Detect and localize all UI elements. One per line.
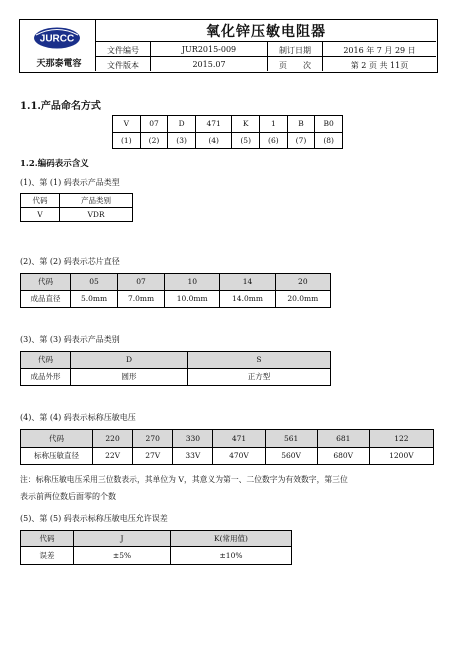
table-header-cell: 14 xyxy=(220,274,275,291)
naming-position: (6) xyxy=(260,133,288,149)
table-1-caption: (1)、第 (1) 码表示产品类型 xyxy=(20,178,120,187)
company-logo xyxy=(32,26,82,50)
header-grid-line xyxy=(96,41,436,42)
table-header-cell: 10 xyxy=(165,274,220,291)
doc-number-label: 文件编号 xyxy=(107,46,139,55)
table-cell: VDR xyxy=(60,208,133,222)
chip-diameter-table xyxy=(20,273,331,308)
section-1-2-title: 1.2.编码表示含义 xyxy=(20,159,89,169)
product-type-table xyxy=(20,193,133,222)
naming-position: (5) xyxy=(232,133,260,149)
version-value: 2015.07 xyxy=(192,60,226,69)
table-cell: 560V xyxy=(265,448,317,465)
table-header-cell: 07 xyxy=(118,274,165,291)
naming-code: 1 xyxy=(260,116,288,133)
table-header-cell: 代码 xyxy=(21,274,71,291)
table-header-cell: S xyxy=(188,352,331,369)
voltage-note-line-1: 注：标称压敏电压采用三位数表示，其单位为 V，其意义为第一、二位数字为有效数字，第三位 xyxy=(20,475,348,484)
naming-position: (4) xyxy=(195,133,231,149)
table-2-caption: (2)、第 (2) 码表示芯片直径 xyxy=(20,257,120,266)
table-3-caption: (3)、第 (3) 码表示产品类别 xyxy=(20,335,120,344)
voltage-table xyxy=(20,429,434,465)
table-cell: 14.0mm xyxy=(220,291,275,308)
table-header-cell: 代码 xyxy=(21,194,60,208)
table-header-cell: 代码 xyxy=(21,531,74,547)
table-header-cell: K(常用值) xyxy=(171,531,292,547)
version-label: 文件版本 xyxy=(107,61,139,70)
naming-position: (1) xyxy=(113,133,141,149)
table-header-cell: 681 xyxy=(317,430,369,448)
table-cell: 680V xyxy=(317,448,369,465)
table-header-cell: 20 xyxy=(275,274,330,291)
table-5-caption: (5)、第 (5) 码表示标称压敏电压允许误差 xyxy=(20,514,168,523)
table-cell: 圆形 xyxy=(71,369,188,386)
company-name: 天那泰電容 xyxy=(36,59,82,69)
company-logo-text: JURCC xyxy=(39,33,75,45)
table-cell: 标称压敏直径 xyxy=(21,448,93,465)
table-header-cell: 330 xyxy=(173,430,213,448)
table-cell: 470V xyxy=(213,448,265,465)
section-1-1-title: 1.1.产品命名方式 xyxy=(20,101,101,112)
table-cell: 7.0mm xyxy=(118,291,165,308)
table-4-caption: (4)、第 (4) 码表示标称压敏电压 xyxy=(20,413,136,422)
document-title: 氧化锌压敏电阻器 xyxy=(206,24,326,40)
table-header-cell: J xyxy=(74,531,171,547)
product-shape-table xyxy=(20,351,331,386)
table-header-cell: 220 xyxy=(93,430,133,448)
naming-code: K xyxy=(232,116,260,133)
date-label: 制订日期 xyxy=(279,46,311,55)
naming-position: (3) xyxy=(168,133,196,149)
naming-code: D xyxy=(168,116,196,133)
naming-code: B xyxy=(287,116,315,133)
table-header-cell: 270 xyxy=(133,430,173,448)
table-cell: 10.0mm xyxy=(165,291,220,308)
table-header-cell: 05 xyxy=(71,274,118,291)
table-header-cell: 471 xyxy=(213,430,265,448)
table-header-cell: 代码 xyxy=(21,430,93,448)
naming-position: (7) xyxy=(287,133,315,149)
table-header-cell: 561 xyxy=(265,430,317,448)
table-cell: V xyxy=(21,208,60,222)
voltage-note-line-2: 表示前两位数后面零的个数 xyxy=(20,492,116,501)
table-cell: 20.0mm xyxy=(275,291,330,308)
naming-code: 471 xyxy=(195,116,231,133)
naming-table xyxy=(112,115,343,149)
table-cell: 成品直径 xyxy=(21,291,71,308)
doc-number-value: JUR2015-009 xyxy=(181,45,237,54)
table-header-cell: 产品类别 xyxy=(60,194,133,208)
table-header-cell: 122 xyxy=(369,430,433,448)
table-header-cell: D xyxy=(71,352,188,369)
naming-code: B0 xyxy=(315,116,343,133)
table-cell: 5.0mm xyxy=(71,291,118,308)
page-value: 第 2 页 共 11页 xyxy=(350,61,409,70)
table-cell: 误差 xyxy=(21,547,74,565)
page-label: 页 次 xyxy=(279,61,311,70)
table-cell: 27V xyxy=(133,448,173,465)
naming-code: 07 xyxy=(140,116,168,133)
table-cell: 正方型 xyxy=(188,369,331,386)
tolerance-table xyxy=(20,530,292,565)
table-cell: 成品外形 xyxy=(21,369,71,386)
naming-code: V xyxy=(113,116,141,133)
naming-position: (2) xyxy=(140,133,168,149)
date-value: 2016 年 7 月 29 日 xyxy=(343,46,416,55)
naming-position: (8) xyxy=(315,133,343,149)
header-grid-line xyxy=(96,56,436,57)
table-cell: 1200V xyxy=(369,448,433,465)
table-cell: ±10% xyxy=(171,547,292,565)
table-cell: ±5% xyxy=(74,547,171,565)
table-header-cell: 代码 xyxy=(21,352,71,369)
table-cell: 22V xyxy=(93,448,133,465)
table-cell: 33V xyxy=(173,448,213,465)
